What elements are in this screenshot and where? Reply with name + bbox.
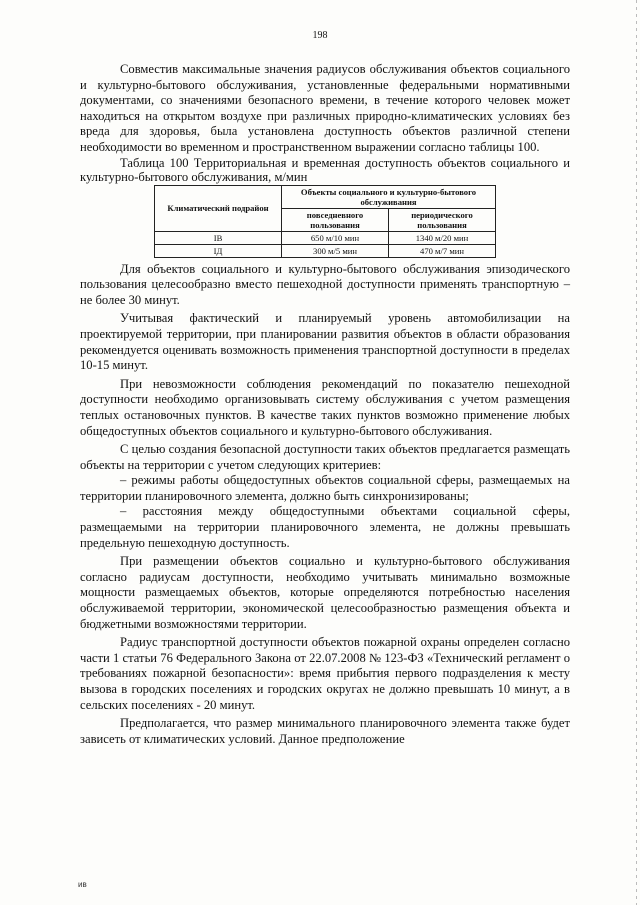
paragraph-10: Предполагается, что размер минимального планировочного элемента также будет зависеть от климатических условий. Данное предположение — [80, 716, 570, 746]
paragraph-2: Для объектов социального и культурно-бытового обслуживания эпизодического пользования целесообразно вместо пешеходной доступности применять транспортную – не более 30 минут. — [80, 261, 570, 307]
header-group: Объекты социального и культурно-бытового обслуживания — [282, 185, 496, 208]
table-row — [155, 244, 496, 257]
page-number: 198 — [312, 30, 328, 41]
accessibility-table — [154, 185, 496, 258]
table-row — [155, 231, 496, 244]
table-wrapper — [80, 185, 570, 258]
list-item-2: – расстояния между общедоступными объектами социальной сферы, размещаемыми на территории планировочного элемента, не должны превышать предельную пешеходную доступность. — [80, 504, 570, 550]
header-daily: повседневного пользования — [282, 208, 389, 231]
list-item-1: – режимы работы общедоступных объектов социальной сферы, размещаемых на территории планировочного элемента, должно быть синхронизированы; — [80, 473, 570, 503]
cell-region: IД — [155, 244, 282, 257]
header-periodic: периодического пользования — [389, 208, 496, 231]
cell-periodic: 470 м/7 мин — [389, 244, 496, 257]
cell-periodic: 1340 м/20 мин — [389, 231, 496, 244]
cell-region: IВ — [155, 231, 282, 244]
paragraph-5: С целью создания безопасной доступности таких объектов предлагается размещать объекты на территории с учетом следующих критериев: — [80, 442, 570, 472]
paragraph-9: Радиус транспортной доступности объектов пожарной охраны определен согласно части 1 статьи 76 Федерального Закона от 22.07.2008 № 123-ФЗ «Технический регламент о требованиях пожарной безопасности»: время прибытия первого подразделения к месту вызова в городских поселениях и городских округах не должно превышать 10 минут, а в сельских поселениях - 20 минут. — [80, 635, 570, 712]
paragraph-3: Учитывая фактический и планируемый уровень автомобилизации на проектируемой территории, при планировании развития объектов в области образования рекомендуется оценивать возможность применения транспортной доступности в пределах 10-15 минут. — [80, 311, 570, 373]
header-region: Климатический подрайон — [155, 185, 282, 231]
document-body — [80, 62, 570, 747]
footer-mark: ив — [78, 880, 87, 889]
cell-daily: 300 м/5 мин — [282, 244, 389, 257]
paragraph-4: При невозможности соблюдения рекомендаций по показателю пешеходной доступности необходимо организовывать систему обслуживания с учетом размещения теплых остановочных пунктов. В качестве таких пунктов возможно применение любых общедоступных объектов социального и культурно-бытового обслуживания. — [80, 376, 570, 438]
cell-daily: 650 м/10 мин — [282, 231, 389, 244]
paragraph-8: При размещении объектов социально и культурно-бытового обслуживания согласно радиусам доступности, необходимо учитывать минимально возможные мощности размещаемых объектов, которые определяются потребностью населения обслуживаемой территории, экономической целесообразностью размещения объекта и бюджетными возможностями территории. — [80, 554, 570, 631]
scan-edge-line — [636, 0, 637, 905]
table-caption: Таблица 100 Территориальная и временная доступность объектов социального и культурно-бытового обслуживания, м/мин — [80, 155, 570, 184]
paragraph-1: Совместив максимальные значения радиусов обслуживания объектов социального и культурно-бытового обслуживания, установленные федеральными нормативными документами, со значениями безопасного времени, в течение которого человек может находиться на открытом воздухе при различных природно-климатических условиях без вреда для здоровья, была установлена доступность объектов различной степени необходимости во временном и пространственном выражении согласно таблицы 100. — [80, 62, 570, 154]
